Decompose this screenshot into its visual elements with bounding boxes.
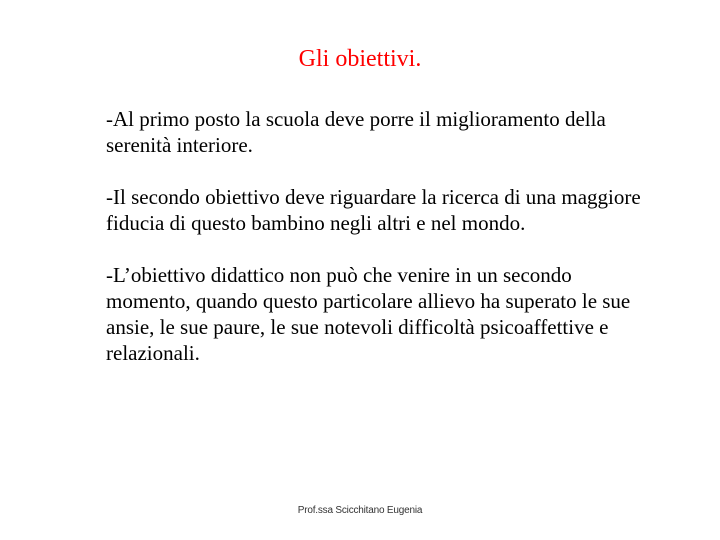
slide-title: Gli obiettivi. (298, 46, 422, 72)
paragraph-3: -L’obiettivo didattico non può che venire in un secondo momento, quando questo particolare allievo ha superato le sue ansie, le sue paure, le sue notevoli difficoltà psicoaffettive e relazionali. (106, 263, 631, 365)
slide-footer: Prof.ssa Scicchitano Eugenia (297, 505, 423, 516)
slide-body (106, 106, 646, 392)
paragraph-2: -Il secondo obiettivo deve riguardare la ricerca di una maggiore fiducia di questo bambino negli altri e nel mondo. (106, 185, 641, 235)
paragraph-1: -Al primo posto la scuola deve porre il miglioramento della serenità interiore. (106, 107, 606, 157)
